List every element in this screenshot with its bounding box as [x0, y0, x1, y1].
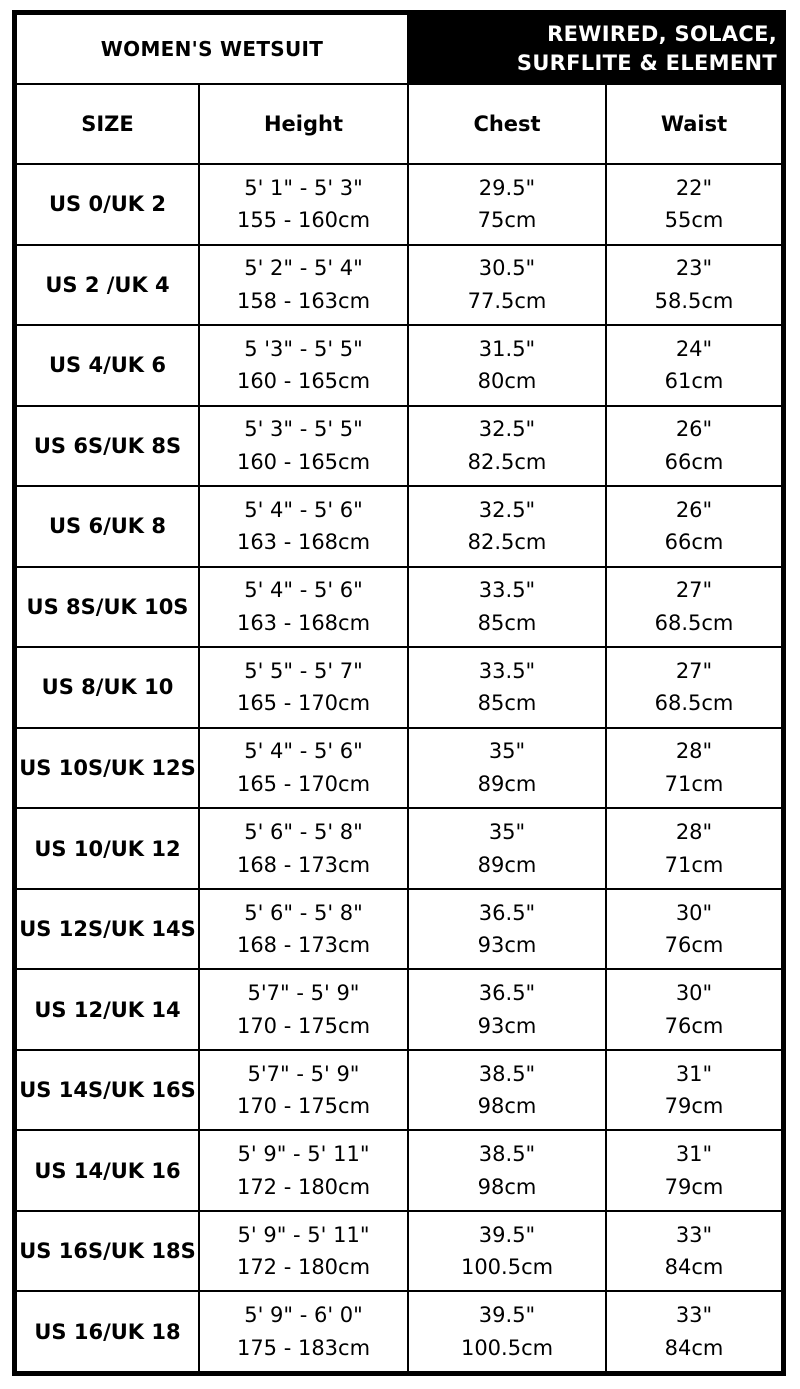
waist-imperial: 24" — [675, 336, 713, 361]
waist-cell — [606, 1291, 782, 1372]
height-cell — [199, 245, 408, 326]
waist-cell — [606, 567, 782, 648]
height-cell — [199, 567, 408, 648]
chest-imperial: 35" — [488, 739, 526, 764]
chest-imperial: 32.5" — [478, 417, 536, 442]
chest-cell — [408, 406, 606, 487]
waist-imperial: 31" — [675, 1061, 713, 1086]
chest-cell — [408, 164, 606, 245]
table-row — [16, 1291, 782, 1372]
size-cell: US 10/UK 12 — [16, 808, 199, 889]
chest-imperial: 33.5" — [478, 658, 536, 683]
height-imperial: 5' 3" - 5' 5" — [244, 417, 363, 442]
chest-imperial: 39.5" — [478, 1303, 536, 1328]
height-imperial: 5' 9" - 5' 11" — [237, 1142, 370, 1167]
chest-metric: 93cm — [477, 933, 537, 958]
height-imperial: 5 '3" - 5' 5" — [244, 336, 363, 361]
chest-cell — [408, 808, 606, 889]
waist-imperial: 22" — [675, 175, 713, 200]
table-row — [16, 808, 782, 889]
chest-metric: 75cm — [477, 208, 537, 233]
waist-cell — [606, 969, 782, 1050]
waist-metric: 55cm — [664, 208, 724, 233]
waist-metric: 66cm — [664, 449, 724, 474]
table-row — [16, 969, 782, 1050]
header-waist: Waist — [606, 84, 782, 164]
height-cell — [199, 1291, 408, 1372]
height-imperial: 5' 6" - 5' 8" — [244, 900, 363, 925]
waist-imperial: 26" — [675, 417, 713, 442]
height-imperial: 5'7" - 5' 9" — [247, 1061, 360, 1086]
table-row — [16, 245, 782, 326]
height-metric: 165 - 170cm — [236, 691, 371, 716]
waist-metric: 71cm — [664, 852, 724, 877]
product-lines-line1: REWIRED, SOLACE, — [547, 21, 777, 46]
size-cell: US 8S/UK 10S — [16, 567, 199, 648]
chest-imperial: 35" — [488, 819, 526, 844]
waist-cell — [606, 245, 782, 326]
height-imperial: 5' 6" - 5' 8" — [244, 819, 363, 844]
size-cell: US 14/UK 16 — [16, 1130, 199, 1211]
chest-cell — [408, 1211, 606, 1292]
table-row — [16, 728, 782, 809]
chest-imperial: 36.5" — [478, 900, 536, 925]
height-metric: 165 - 170cm — [236, 771, 371, 796]
height-cell — [199, 969, 408, 1050]
waist-metric: 71cm — [664, 771, 724, 796]
table-row — [16, 406, 782, 487]
height-cell — [199, 486, 408, 567]
chest-imperial: 36.5" — [478, 981, 536, 1006]
waist-imperial: 27" — [675, 578, 713, 603]
chest-cell — [408, 486, 606, 567]
height-cell — [199, 164, 408, 245]
waist-cell — [606, 1050, 782, 1131]
chest-cell — [408, 245, 606, 326]
chest-imperial: 39.5" — [478, 1222, 536, 1247]
chest-imperial: 38.5" — [478, 1142, 536, 1167]
chest-cell — [408, 325, 606, 406]
waist-imperial: 27" — [675, 658, 713, 683]
chest-imperial: 32.5" — [478, 497, 536, 522]
chest-cell — [408, 728, 606, 809]
chest-metric: 89cm — [477, 771, 537, 796]
waist-metric: 84cm — [664, 1335, 724, 1360]
height-imperial: 5' 4" - 5' 6" — [244, 578, 363, 603]
waist-imperial: 30" — [675, 900, 713, 925]
size-cell: US 6/UK 8 — [16, 486, 199, 567]
size-cell: US 14S/UK 16S — [16, 1050, 199, 1131]
table-row — [16, 647, 782, 728]
height-metric: 158 - 163cm — [236, 288, 371, 313]
size-cell: US 12/UK 14 — [16, 969, 199, 1050]
size-cell: US 6S/UK 8S — [16, 406, 199, 487]
height-cell — [199, 1130, 408, 1211]
waist-metric: 68.5cm — [654, 691, 734, 716]
waist-imperial: 30" — [675, 981, 713, 1006]
height-metric: 172 - 180cm — [236, 1174, 371, 1199]
table-row — [16, 1130, 782, 1211]
height-metric: 163 - 168cm — [236, 530, 371, 555]
header-height: Height — [199, 84, 408, 164]
product-lines-line2: SURFLITE & ELEMENT — [516, 51, 777, 75]
size-cell: US 0/UK 2 — [16, 164, 199, 245]
height-cell — [199, 889, 408, 970]
chest-metric: 93cm — [477, 1013, 537, 1038]
height-cell — [199, 647, 408, 728]
height-imperial: 5' 4" - 5' 6" — [244, 497, 363, 522]
height-cell — [199, 1050, 408, 1131]
chest-cell — [408, 889, 606, 970]
size-cell: US 16S/UK 18S — [16, 1211, 199, 1292]
waist-imperial: 28" — [675, 819, 713, 844]
height-cell — [199, 325, 408, 406]
chest-cell — [408, 1130, 606, 1211]
header-chest: Chest — [408, 84, 606, 164]
waist-metric: 79cm — [664, 1174, 724, 1199]
table-row — [16, 486, 782, 567]
table-row — [16, 567, 782, 648]
height-cell — [199, 1211, 408, 1292]
height-cell — [199, 406, 408, 487]
chart-title: WOMEN'S WETSUIT — [16, 14, 408, 84]
height-imperial: 5' 9" - 5' 11" — [237, 1222, 370, 1247]
chest-cell — [408, 1050, 606, 1131]
product-lines — [408, 14, 782, 84]
chest-metric: 85cm — [477, 691, 537, 716]
header-row — [16, 84, 782, 164]
waist-cell — [606, 325, 782, 406]
waist-metric: 84cm — [664, 1255, 724, 1280]
waist-imperial: 23" — [675, 256, 713, 281]
chest-cell — [408, 1291, 606, 1372]
height-metric: 175 - 183cm — [236, 1335, 371, 1360]
table-row — [16, 1211, 782, 1292]
waist-imperial: 28" — [675, 739, 713, 764]
size-chart — [12, 10, 786, 1376]
height-imperial: 5'7" - 5' 9" — [247, 981, 360, 1006]
waist-imperial: 31" — [675, 1142, 713, 1167]
title-row — [16, 14, 782, 84]
height-imperial: 5' 4" - 5' 6" — [244, 739, 363, 764]
height-metric: 170 - 175cm — [236, 1013, 371, 1038]
height-imperial: 5' 5" - 5' 7" — [244, 658, 363, 683]
waist-cell — [606, 1211, 782, 1292]
height-imperial: 5' 1" - 5' 3" — [244, 175, 363, 200]
chest-cell — [408, 567, 606, 648]
waist-cell — [606, 728, 782, 809]
height-metric: 170 - 175cm — [236, 1094, 371, 1119]
height-metric: 172 - 180cm — [236, 1255, 371, 1280]
table-row — [16, 325, 782, 406]
size-table — [15, 13, 783, 1373]
chest-metric: 98cm — [477, 1094, 537, 1119]
chest-imperial: 30.5" — [478, 256, 536, 281]
chest-imperial: 31.5" — [478, 336, 536, 361]
height-cell — [199, 728, 408, 809]
header-size: SIZE — [16, 84, 199, 164]
chest-metric: 100.5cm — [460, 1335, 554, 1360]
height-metric: 160 - 165cm — [236, 449, 371, 474]
waist-cell — [606, 808, 782, 889]
chest-metric: 98cm — [477, 1174, 537, 1199]
chest-metric: 82.5cm — [467, 530, 547, 555]
table-row — [16, 164, 782, 245]
height-metric: 160 - 165cm — [236, 369, 371, 394]
size-cell: US 16/UK 18 — [16, 1291, 199, 1372]
chest-metric: 80cm — [477, 369, 537, 394]
waist-cell — [606, 889, 782, 970]
waist-cell — [606, 486, 782, 567]
table-row — [16, 1050, 782, 1131]
waist-cell — [606, 406, 782, 487]
size-cell: US 10S/UK 12S — [16, 728, 199, 809]
height-metric: 155 - 160cm — [236, 208, 371, 233]
waist-metric: 58.5cm — [654, 288, 734, 313]
waist-cell — [606, 164, 782, 245]
waist-metric: 76cm — [664, 933, 724, 958]
chest-cell — [408, 969, 606, 1050]
chest-metric: 77.5cm — [467, 288, 547, 313]
chest-metric: 85cm — [477, 610, 537, 635]
chest-cell — [408, 647, 606, 728]
chest-imperial: 29.5" — [478, 175, 536, 200]
chest-metric: 82.5cm — [467, 449, 547, 474]
waist-imperial: 26" — [675, 497, 713, 522]
waist-cell — [606, 647, 782, 728]
size-cell: US 8/UK 10 — [16, 647, 199, 728]
waist-imperial: 33" — [675, 1303, 713, 1328]
chest-imperial: 38.5" — [478, 1061, 536, 1086]
height-imperial: 5' 2" - 5' 4" — [244, 256, 363, 281]
waist-metric: 79cm — [664, 1094, 724, 1119]
height-imperial: 5' 9" - 6' 0" — [244, 1303, 363, 1328]
chest-imperial: 33.5" — [478, 578, 536, 603]
height-cell — [199, 808, 408, 889]
waist-imperial: 33" — [675, 1222, 713, 1247]
table-row — [16, 889, 782, 970]
size-cell: US 12S/UK 14S — [16, 889, 199, 970]
chest-metric: 89cm — [477, 852, 537, 877]
height-metric: 168 - 173cm — [236, 933, 371, 958]
waist-metric: 66cm — [664, 530, 724, 555]
height-metric: 163 - 168cm — [236, 610, 371, 635]
waist-metric: 68.5cm — [654, 610, 734, 635]
chest-metric: 100.5cm — [460, 1255, 554, 1280]
size-cell: US 4/UK 6 — [16, 325, 199, 406]
waist-metric: 76cm — [664, 1013, 724, 1038]
height-metric: 168 - 173cm — [236, 852, 371, 877]
size-cell: US 2 /UK 4 — [16, 245, 199, 326]
waist-metric: 61cm — [664, 369, 724, 394]
waist-cell — [606, 1130, 782, 1211]
